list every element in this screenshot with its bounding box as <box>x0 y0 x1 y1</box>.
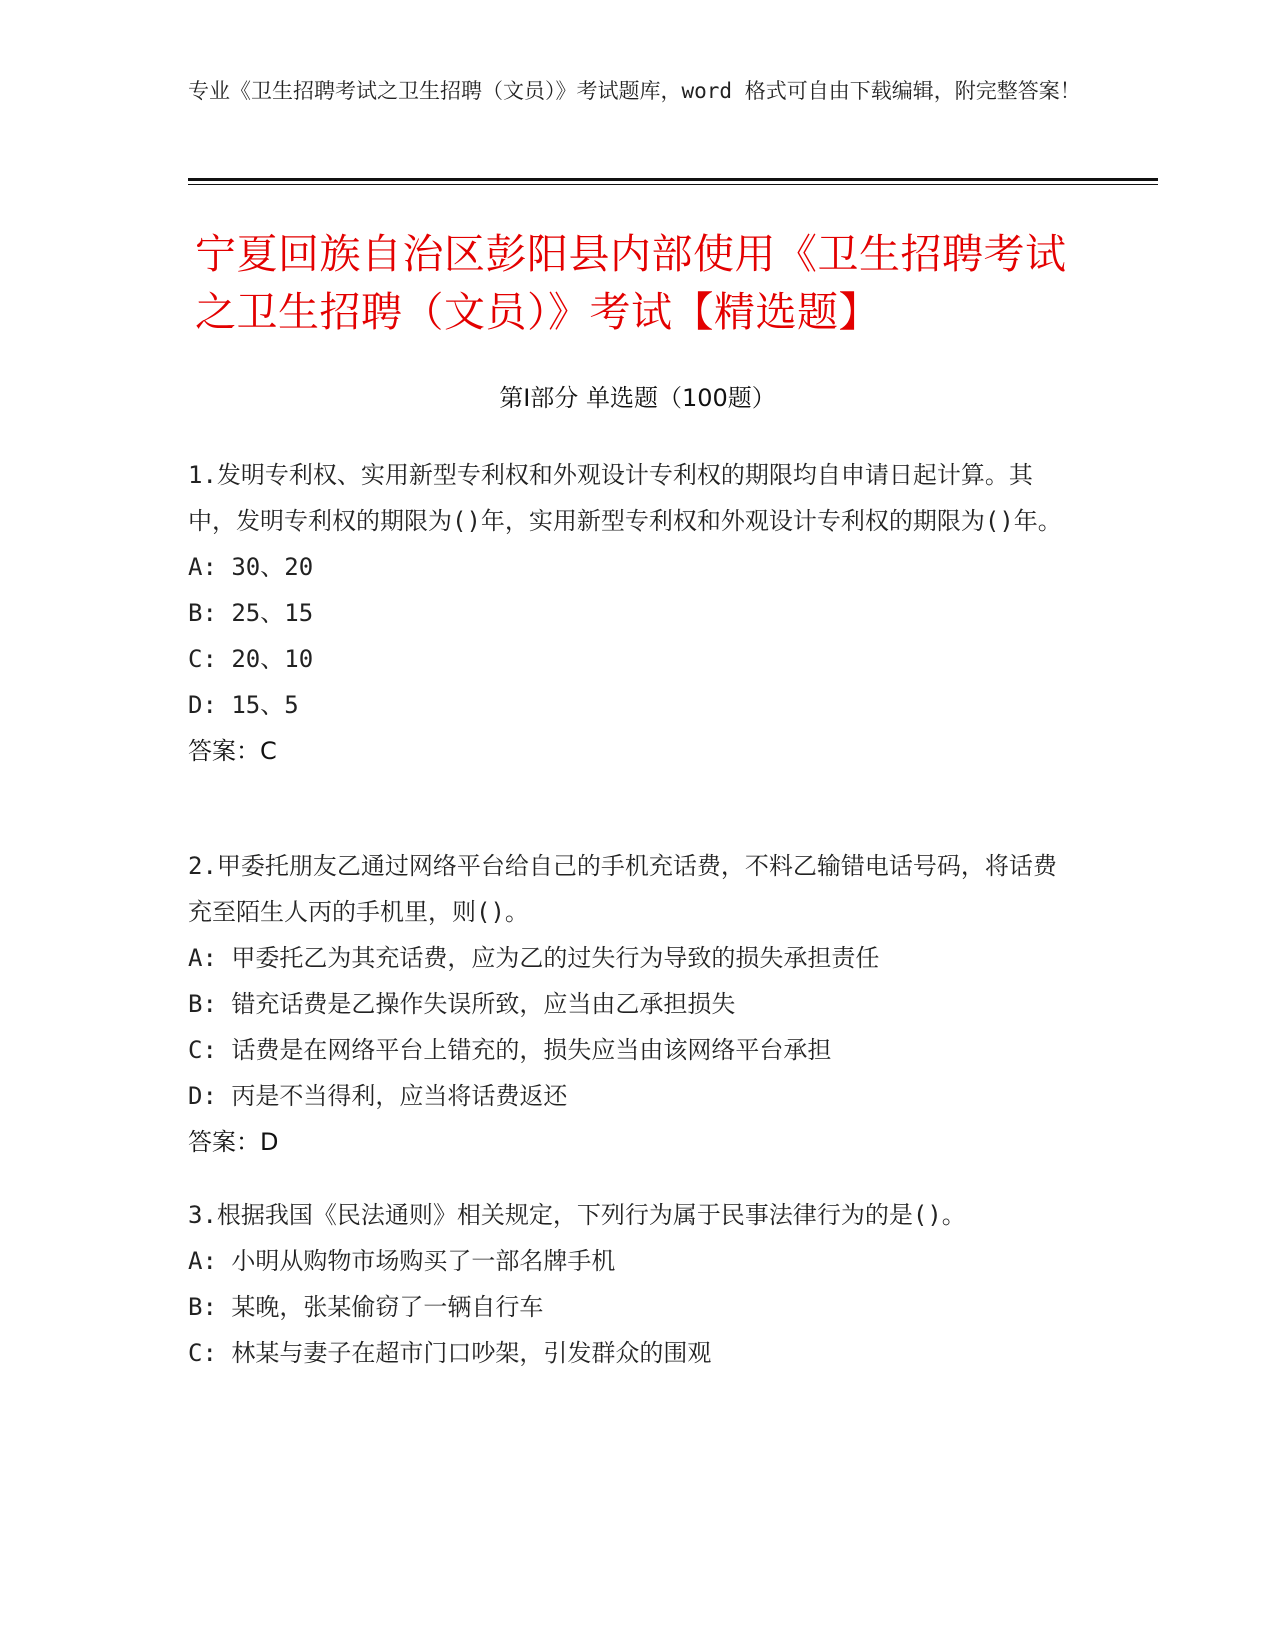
header-divider-thin <box>188 184 1158 185</box>
option-a: A: 甲委托乙为其充话费，应为乙的过失行为导致的损失承担责任 <box>188 944 880 972</box>
document-title: 宁夏回族自治区彭阳县内部使用《卫生招聘考试之卫生招聘（文员）》考试【精选题】 <box>195 230 1067 336</box>
question-2 <box>188 843 1078 1165</box>
question-text: 1.发明专利权、实用新型专利权和外观设计专利权的期限均自申请日起计算。其中，发明专利权的期限为()年，实用新型专利权和外观设计专利权的期限为()年。 <box>188 461 1062 535</box>
header-note: 专业《卫生招聘考试之卫生招聘（文员）》考试题库，word 格式可自由下载编辑，附完整答案！ <box>188 79 1081 103</box>
option-c: C: 林某与妻子在超市门口吵架，引发群众的围观 <box>188 1339 712 1367</box>
option-a: A: 30、20 <box>188 553 314 581</box>
option-b: B: 某晚，张某偷窃了一辆自行车 <box>188 1293 544 1321</box>
answer: 答案：D <box>188 1128 279 1156</box>
question-3 <box>188 1192 1078 1376</box>
question-1 <box>188 452 1078 774</box>
section-title: 第Ⅰ部分 单选题（100题） <box>499 384 776 412</box>
answer: 答案：C <box>188 737 277 765</box>
header-divider-thick <box>188 178 1158 181</box>
option-d: D: 15、5 <box>188 691 299 719</box>
option-a: A: 小明从购物市场购买了一部名牌手机 <box>188 1247 616 1275</box>
option-c: C: 20、10 <box>188 645 314 673</box>
question-text: 2.甲委托朋友乙通过网络平台给自己的手机充话费，不料乙输错电话号码，将话费充至陌生人丙的手机里，则()。 <box>188 852 1057 926</box>
option-d: D: 丙是不当得利，应当将话费返还 <box>188 1082 568 1110</box>
option-c: C: 话费是在网络平台上错充的，损失应当由该网络平台承担 <box>188 1036 832 1064</box>
option-b: B: 错充话费是乙操作失误所致，应当由乙承担损失 <box>188 990 736 1018</box>
option-b: B: 25、15 <box>188 599 314 627</box>
question-text: 3.根据我国《民法通则》相关规定，下列行为属于民事法律行为的是()。 <box>188 1201 966 1229</box>
